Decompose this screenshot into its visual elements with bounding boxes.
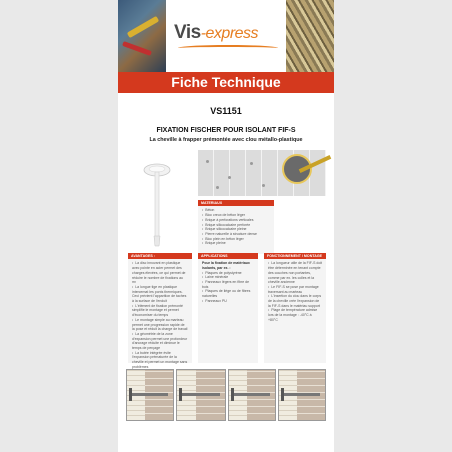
list-item: • Le montage simple au marteau permet une progression rapide de la pose et réduit la charge de travail bbox=[132, 318, 188, 332]
install-step-diagram bbox=[278, 369, 326, 421]
product-subtitle: La cheville à frapper prémontée avec clou métallo-plastique bbox=[149, 137, 303, 143]
technical-sheet bbox=[118, 0, 334, 452]
materiaux-box bbox=[198, 200, 274, 254]
screws-photo bbox=[286, 0, 334, 72]
anchor-product-image bbox=[142, 158, 172, 250]
header-banner bbox=[118, 0, 334, 72]
wall-anchor-dot bbox=[206, 160, 209, 163]
pliers-image bbox=[122, 41, 152, 56]
list-item: • Le FIF-S se pose par montage traversant au marteau bbox=[268, 285, 322, 294]
installation-diagrams bbox=[118, 369, 334, 421]
list-item: • Panneaux légers en fibre de bois bbox=[202, 280, 254, 289]
materiaux-heading: MATERIAUX bbox=[198, 200, 274, 206]
applications-intro: Pour la fixation de matériaux isolants, par ex. : bbox=[202, 261, 250, 270]
tools-photo bbox=[118, 0, 166, 72]
wall-anchor-dot bbox=[262, 184, 265, 187]
list-item: • Panneaux PU bbox=[202, 299, 254, 304]
list-item: • Pierre naturelle à structure dense bbox=[202, 232, 270, 237]
list-item: • La longueur utile de la FIF-S doit être déterminée en tenant compte des couches non portantes, comme par ex. les colles et la cheville ancienne bbox=[268, 261, 322, 285]
anchor-illustration bbox=[142, 158, 172, 250]
logo-swoosh bbox=[178, 45, 278, 51]
logo-area bbox=[166, 0, 286, 72]
logo-main-text: Vis bbox=[174, 22, 201, 43]
anchor-section bbox=[182, 393, 220, 396]
applications-box bbox=[198, 253, 258, 363]
list-item: • Brique silicocalcaire perforée bbox=[202, 223, 270, 228]
insulation-wall-photo bbox=[198, 150, 326, 196]
wall-anchor-dot bbox=[228, 176, 231, 179]
list-item: • Plaques de liège ou de fibres naturelles bbox=[202, 289, 254, 298]
list-item: • La géométrie de la zone d'expansion permet une profondeur d'ancrage réduite et diminue le temps de perçage bbox=[132, 332, 188, 351]
product-title: FIXATION FISCHER POUR ISOLANT FIF-S bbox=[156, 127, 296, 134]
avantages-heading: AVANTAGES : bbox=[128, 253, 192, 259]
list-item: • Bloc plein en béton léger bbox=[202, 237, 270, 242]
wall-anchor-dot bbox=[216, 186, 219, 189]
install-step-diagram bbox=[176, 369, 226, 421]
screwdriver-image bbox=[127, 16, 159, 38]
anchor-section bbox=[234, 393, 271, 396]
install-step-diagram bbox=[228, 369, 276, 421]
product-reference: VS1151 bbox=[210, 106, 242, 116]
avantages-box bbox=[128, 253, 192, 369]
list-item: • Brique pleine bbox=[202, 241, 270, 246]
list-item: • Plaques de polystyrène bbox=[202, 271, 254, 276]
list-item: • Bloc creux de béton léger bbox=[202, 213, 270, 218]
logo-accent-text: -express bbox=[200, 25, 259, 42]
list-item: • Laine minérale bbox=[202, 275, 254, 280]
fiche-technique-banner: Fiche Technique bbox=[118, 72, 334, 93]
list-item: • Plage de température admise lors de la montage : -40°C à +80°C bbox=[268, 308, 322, 322]
list-item: • Brique silicocalcaire pleine bbox=[202, 227, 270, 232]
vis-express-logo[interactable] bbox=[174, 22, 258, 44]
list-item: • La longue tige en plastique intercemat les ponts thermiques. Ceci prévient l'apparition de taches à la surface de l'enduit bbox=[132, 285, 188, 304]
fonctionnement-heading: FONCTIONNEMENT / MONTAGE bbox=[264, 253, 326, 259]
list-item: • L'insertion du clou dans le corps de la cheville crée l'expansion de la FIF-S dans le matériau support bbox=[268, 294, 322, 308]
list-item: • La butée intégrée évite l'expansion prématurée de la cheville et permet un montage sans problèmes bbox=[132, 351, 188, 370]
list-item: • L'élément de fixation prémonté simplifie le montage et permet d'économiser du temps bbox=[132, 304, 188, 318]
anchor-section bbox=[284, 393, 321, 396]
list-item: • Brique à perforations verticales bbox=[202, 218, 270, 223]
applications-heading: APPLICATIONS bbox=[198, 253, 258, 259]
list-item: • Béton bbox=[202, 208, 270, 213]
wall-anchor-dot bbox=[250, 162, 253, 165]
anchor-section bbox=[132, 393, 169, 396]
list-item: • La disc innovant en plastique avec pointe en acier permet des charges élevées, ce qui permet de réduire le nombre de fixations au m² bbox=[132, 261, 188, 285]
install-step-diagram bbox=[126, 369, 174, 421]
fonctionnement-box bbox=[264, 253, 326, 363]
